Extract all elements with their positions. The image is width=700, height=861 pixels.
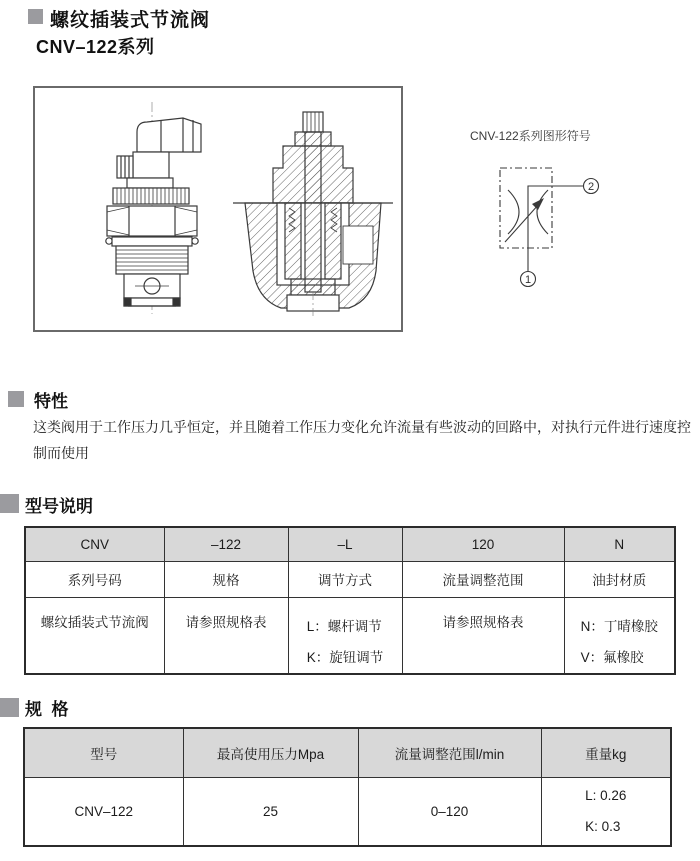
code-cell: CNV	[25, 527, 164, 561]
label-cell: 流量调整范围	[402, 561, 564, 597]
series-title: CNV–122系列	[36, 37, 155, 57]
spec-heading: 规 格	[25, 700, 69, 719]
features-body: 这类阀用于工作压力几乎恒定，并且随着工作压力变化允许流量有些波动的回路中，对执行元件进行速度控制而使用	[33, 419, 691, 461]
features-bullet-square	[8, 391, 24, 407]
table-row	[24, 777, 671, 846]
model-bullet-square	[0, 494, 19, 513]
spec-cell	[541, 777, 671, 846]
spec-header-cell: 最高使用压力Mpa	[183, 728, 358, 777]
detail-line: V：氟橡胶	[580, 649, 644, 665]
port-1-label: 1	[524, 274, 532, 286]
detail-cell: 螺纹插装式节流阀	[25, 597, 164, 674]
page-title: 螺纹插装式节流阀	[50, 10, 211, 31]
hydraulic-symbol	[482, 158, 617, 298]
valve-drawing-box	[33, 86, 403, 332]
spec-table	[23, 727, 672, 847]
detail-line: K：旋钮调节	[306, 649, 384, 665]
label-cell: 油封材质	[564, 561, 675, 597]
valve-section-drawing	[231, 106, 395, 320]
features-heading: 特性	[34, 392, 68, 411]
detail-cell	[288, 597, 402, 674]
spec-bullet-square	[0, 698, 19, 717]
valve-external-drawing	[83, 102, 221, 316]
table-row	[25, 527, 675, 561]
detail-cell: 请参照规格表	[402, 597, 564, 674]
symbol-caption: CNV-122系列图形符号	[470, 129, 591, 143]
spec-cell: 25	[183, 777, 358, 846]
label-cell: 系列号码	[25, 561, 164, 597]
spec-cell: 0–120	[358, 777, 541, 846]
code-cell: N	[564, 527, 675, 561]
table-row	[25, 561, 675, 597]
spec-header-cell: 流量调整范围l/min	[358, 728, 541, 777]
spec-header-cell: 型号	[24, 728, 183, 777]
spec-line: L: 0.26	[585, 788, 627, 804]
code-cell: –122	[164, 527, 288, 561]
title-bullet-square	[28, 9, 43, 24]
label-cell: 规格	[164, 561, 288, 597]
detail-cell: 请参照规格表	[164, 597, 288, 674]
port-2-label: 2	[587, 181, 595, 193]
detail-line: L：螺杆调节	[306, 618, 382, 634]
code-cell: –L	[288, 527, 402, 561]
table-row	[25, 597, 675, 674]
detail-line: N：丁晴橡胶	[580, 618, 658, 634]
model-code-table	[24, 526, 676, 675]
spec-header-cell: 重量kg	[541, 728, 671, 777]
code-cell: 120	[402, 527, 564, 561]
detail-cell	[564, 597, 675, 674]
table-row	[24, 728, 671, 777]
label-cell: 调节方式	[288, 561, 402, 597]
spec-line: K: 0.3	[585, 819, 621, 835]
spec-cell: CNV–122	[24, 777, 183, 846]
model-heading: 型号说明	[25, 497, 93, 516]
